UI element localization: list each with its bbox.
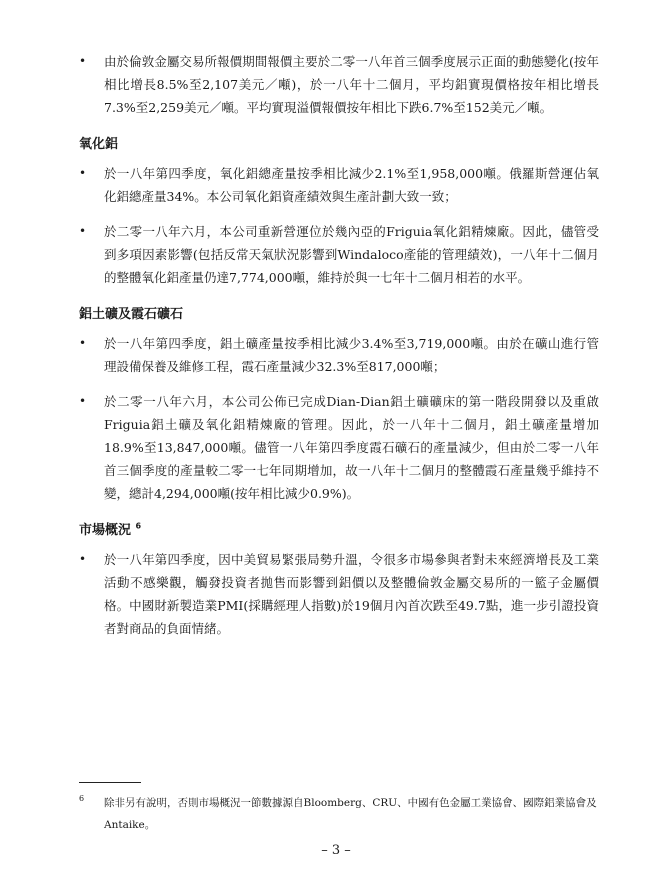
bullet-item [79, 50, 599, 119]
bullet-text: 於二零一八年六月，本公司重新營運位於幾內亞的Friguia氧化鋁精煉廠。因此，儘管受到多項因素影響(包括反常天氣狀況影響到Windaloco產能的管理績效)，一八年十二個月的整體氧化鋁產量仍達7,774,000噸，維持於與一七年十二個月相若的水平。 [104, 224, 599, 285]
bullet-dot: • [79, 54, 87, 68]
footnote-reference: 6 [135, 521, 142, 531]
bullet-item [79, 390, 599, 505]
bullet-text: 於二零一八年六月，本公司公佈已完成Dian-Dian鋁土礦礦床的第一階段開發以及重啟Friguia鋁土礦及氧化鋁精煉廠的管理。因此，於一八年十二個月，鋁土礦產量增加18.9%至13,847,000噸。儘管一八年第四季度霞石礦石的產量減少，但由於二零一八年首三個季度的產量較二零一七年同期增加，故一八年十二個月的整體霞石產量幾乎維持不變，總計4,294,000噸(按年相比減少0.9%)。 [104, 394, 599, 501]
footnote-number: 6 [79, 794, 85, 803]
bullet-text: 由於倫敦金屬交易所報價期間報價主要於二零一八年首三個季度展示正面的動態變化(按年相比增長8.5%至2,107美元／噸)，於一八年十二個月，平均鋁實現價格按年相比增長7.3%至2,259美元／噸。平均實現溢價報價按年相比下跌6.7%至152美元／噸。 [104, 54, 599, 115]
bullet-text: 於一八年第四季度，鋁土礦產量按季相比減少3.4%至3,719,000噸。由於在礦山進行管理設備保養及維修工程，霞石產量減少32.3%至817,000噸； [104, 336, 599, 374]
bullet-dot: • [79, 552, 87, 566]
document-body [79, 50, 599, 652]
bullet-item [79, 332, 599, 378]
bullet-dot: • [79, 336, 87, 350]
page-number: – 3 – [321, 843, 351, 858]
footnote [79, 792, 599, 836]
section-heading-market [79, 519, 599, 538]
heading-text: 市場概況 [79, 523, 132, 538]
bullet-dot: • [79, 394, 87, 408]
bullet-dot: • [79, 224, 87, 238]
section-heading-bauxite: 鋁土礦及霞石礦石 [79, 307, 184, 322]
footnote-divider [79, 782, 141, 783]
bullet-item [79, 220, 599, 289]
bullet-text: 於一八年第四季度，因中美貿易緊張局勢升溫，令很多市場參與者對未來經濟增長及工業活動不感樂觀，觸發投資者拋售而影響到鋁價以及整體倫敦金屬交易所的一籃子金屬價格。中國財新製造業PMI(採購經理人指數)於19個月內首次跌至49.7點，進一步引證投資者對商品的負面情緒。 [104, 552, 599, 636]
bullet-item [79, 548, 599, 640]
bullet-item [79, 162, 599, 208]
section-heading-alumina: 氧化鋁 [79, 137, 119, 152]
bullet-dot: • [79, 166, 87, 180]
footnote-text: 除非另有說明，否則市場概況一節數據源自Bloomberg、CRU、中國有色金屬工業協會、國際鋁業協會及Antaike。 [104, 797, 597, 831]
bullet-text: 於一八年第四季度，氧化鋁總產量按季相比減少2.1%至1,958,000噸。俄羅斯營運佔氧化鋁總產量34%。本公司氧化鋁資產績效與生產計劃大致一致； [104, 166, 599, 204]
